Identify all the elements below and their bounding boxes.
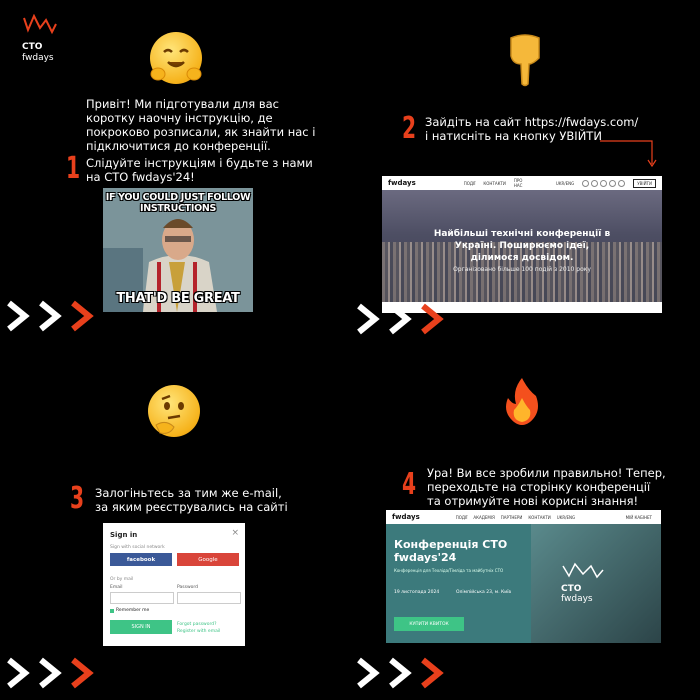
- nav-item-contacts[interactable]: КОНТАКТИ: [483, 180, 506, 186]
- step-3-line1: Залогіньтесь за тим же e-mail,: [95, 486, 282, 500]
- password-field[interactable]: [177, 592, 241, 604]
- chevron-right-icon: [37, 300, 63, 332]
- cto-fwdays-overlay-logo: [561, 562, 621, 604]
- close-icon[interactable]: ×: [231, 528, 239, 538]
- site2-brand[interactable]: fwdays: [392, 513, 420, 521]
- remember-label: Remember me: [116, 608, 150, 613]
- logo-line1: CTO: [22, 42, 43, 52]
- signin-title: Sign in: [110, 531, 138, 539]
- conference-title-line1: Конференція CTO: [394, 538, 508, 551]
- chevron-right-icon: [387, 303, 413, 335]
- conference-page-screenshot: [386, 510, 661, 643]
- nav2-lang-switch[interactable]: UKR/ENG: [556, 514, 576, 520]
- chevron-right-icon: [387, 657, 413, 689]
- nav2-item-events[interactable]: ПОДІЇ: [455, 514, 468, 520]
- conference-title-line2: fwdays'24: [394, 551, 457, 564]
- nav-item-events[interactable]: ПОДІЇ: [463, 180, 476, 186]
- lang-switch[interactable]: UKR/ENG: [555, 180, 575, 186]
- cto-fwdays-logo: [22, 14, 82, 63]
- logo-line2: fwdays: [22, 53, 54, 63]
- conference-title: [394, 538, 507, 564]
- facebook-button[interactable]: facebook: [110, 553, 172, 566]
- conference-place: Олімпійська 23, м. Київ: [456, 590, 512, 595]
- conference-date: 19 листопада 2024: [394, 590, 440, 595]
- nav2-item-partners[interactable]: ПАРТНЕРИ: [500, 514, 523, 520]
- my-cabinet-button[interactable]: МІЙ КАБІНЕТ: [625, 514, 652, 520]
- checkbox-icon[interactable]: [110, 609, 114, 613]
- nav2-item-contacts[interactable]: КОНТАКТИ: [528, 514, 551, 520]
- fwdays-homepage-screenshot: [382, 176, 662, 313]
- chevron-row-4: [355, 657, 445, 689]
- nav-item-about[interactable]: ПРО НАС: [513, 178, 523, 188]
- site-navbar: [382, 176, 662, 190]
- signin-dialog-screenshot: [103, 523, 245, 646]
- meme-bottom-caption: THAT'D BE GREAT: [116, 291, 240, 306]
- fire-emoji-icon: [502, 376, 542, 428]
- register-link[interactable]: Register with email: [177, 629, 221, 634]
- chevron-right-icon: [355, 657, 381, 689]
- chevron-right-icon: [37, 657, 63, 689]
- step-3-number: 3: [70, 481, 85, 516]
- meme-image: [103, 188, 253, 312]
- hero-headline: Найбільші технічні конференції в Україні. Поширюємо ідеї, ділимося досвідом.: [433, 229, 611, 263]
- or-mail-label: Or by mail: [110, 577, 134, 582]
- remember-checkbox[interactable]: [110, 608, 149, 613]
- chevron-right-icon: [5, 657, 31, 689]
- hero-subtitle: Організовано більше 100 подій з 2010 року: [453, 266, 591, 273]
- social-label: Sign with social network: [110, 545, 165, 550]
- login-button[interactable]: УВІЙТИ: [633, 179, 656, 188]
- intro-text: Привіт! Ми підготували для вас коротку наочну інструкцію, де покроково розписали, як знайти нас і підключитися до конференції.: [86, 97, 316, 153]
- hugging-face-emoji-icon: [150, 32, 202, 84]
- thinking-face-emoji-icon: [148, 385, 200, 437]
- signin-submit-button[interactable]: SIGN IN: [110, 620, 172, 634]
- chevron-right-icon: [69, 657, 95, 689]
- site-hero: [382, 190, 662, 302]
- email-field[interactable]: [110, 592, 174, 604]
- pointer-arrow-icon: [600, 140, 660, 170]
- chevron-right-icon: [419, 657, 445, 689]
- step-2-line2: і натисніть на кнопку УВІЙТИ: [425, 129, 602, 143]
- overlay-logo-line1: CTO: [561, 584, 582, 594]
- nav2-item-academy[interactable]: АКАДЕМІЯ: [473, 514, 495, 520]
- step-2-number: 2: [402, 111, 417, 146]
- step-4-text: Ура! Ви все зробили правильно! Тепер, переходьте на сторінку конференції та отримуйте нові корисні знання!: [427, 466, 666, 508]
- chevron-row-3: [5, 657, 95, 689]
- google-button[interactable]: Google: [177, 553, 239, 566]
- conference-desc: Конференція для Техліда/Тімліда та майбутніх CTO: [394, 568, 504, 573]
- step-2-text: [425, 115, 685, 143]
- step-3-line2: за яким реєструвались на сайті: [95, 500, 288, 514]
- step-4-number: 4: [402, 467, 417, 502]
- password-label: Password: [177, 585, 199, 590]
- forgot-password-link[interactable]: Forgot password?: [177, 622, 217, 627]
- site-brand[interactable]: fwdays: [388, 179, 416, 187]
- step-1-number: 1: [66, 151, 81, 186]
- chevron-row-1: [5, 300, 95, 332]
- chevron-right-icon: [355, 303, 381, 335]
- conference-hero: [386, 524, 661, 643]
- chevron-right-icon: [419, 303, 445, 335]
- pointing-down-hand-icon: [505, 32, 545, 87]
- buy-ticket-button[interactable]: КУПИТИ КВИТОК: [394, 617, 464, 631]
- step-1-text: Слідуйте інструкціям і будьте з нами на CTO fwdays'24!: [86, 156, 313, 184]
- site2-navbar: [386, 510, 661, 524]
- chevron-right-icon: [5, 300, 31, 332]
- email-label: Email: [110, 585, 123, 590]
- social-icons: [582, 180, 625, 187]
- fwdays-wave-icon: [561, 562, 605, 580]
- chevron-right-icon: [69, 300, 95, 332]
- step-2-line1: Зайдіть на сайт https://fwdays.com/: [425, 115, 639, 129]
- meme-top-caption: IF YOU COULD JUST FOLLOW INSTRUCTIONS: [105, 192, 251, 214]
- fwdays-wave-icon: [22, 14, 58, 36]
- chevron-row-2: [355, 303, 445, 335]
- overlay-logo-line2: fwdays: [561, 594, 593, 604]
- step-3-text: [95, 486, 335, 514]
